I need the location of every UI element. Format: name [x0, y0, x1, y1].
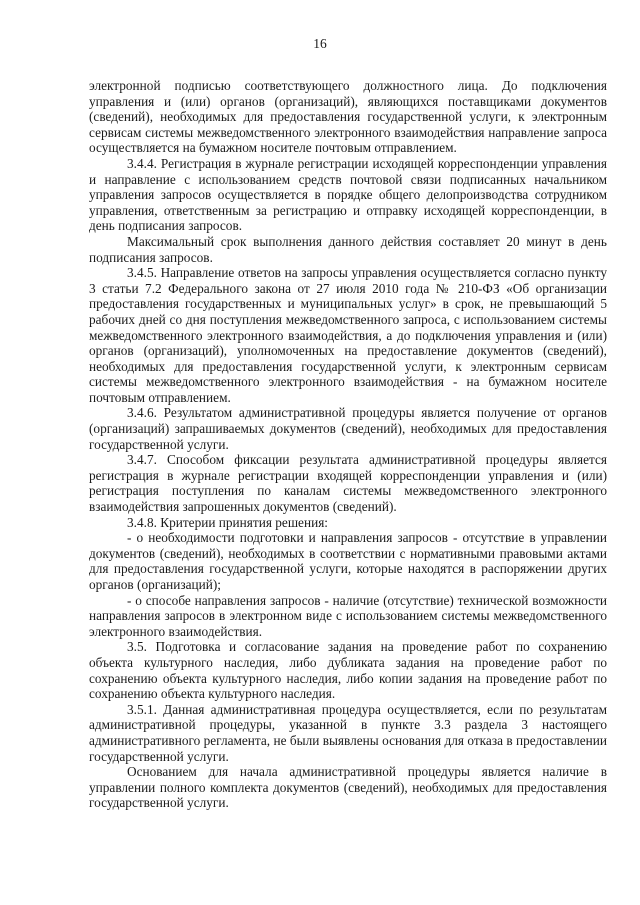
paragraph: 3.4.6. Результатом административной процедуры является получение от органов (организаций) запрашиваемых документов (сведений), необходимых для предоставления государственной услуги.	[89, 405, 607, 452]
document-body	[89, 78, 607, 811]
paragraph: 3.4.8. Критерии принятия решения:	[127, 514, 329, 530]
paragraph: - о необходимости подготовки и направления запросов - отсутствие в управлении документов (сведений), необходимых в соответствии с нормативными правовыми актами для предоставления государственной услуги, которые находятся в распоряжении других органов (организаций);	[89, 530, 607, 592]
paragraph: Основанием для начала административной процедуры является наличие в управлении полного комплекта документов (сведений), необходимых для предоставления государственной услуги.	[89, 764, 607, 811]
paragraph: 3.5. Подготовка и согласование задания на проведение работ по сохранению объекта культурного наследия, либо дубликата задания на проведение работ по сохранению объекта культурного наследия, либо копии задания на проведение работ по сохранению объекта культурного наследия.	[89, 639, 607, 702]
paragraph: - о способе направления запросов - наличие (отсутствие) технической возможности направления запросов в электронном виде с использованием системы межведомственного электронного взаимодействия.	[89, 592, 607, 639]
page-number: 16	[313, 36, 327, 51]
paragraph: 3.4.4. Регистрация в журнале регистрации исходящей корреспонденции управления и направление с использованием средств почтовой связи подписанных начальником управления запросов осуществляется в порядке общего делопроизводства сотрудником управления, ответственным за регистрацию и отправку исходящей корреспонденции, в день подписания запросов.	[89, 155, 607, 234]
paragraph: 3.4.5. Направление ответов на запросы управления осуществляется согласно пункту 3 статьи 7.2 Федерального закона от 27 июля 2010 года № 210-ФЗ «Об организации предоставления государственных и муниципальных услуг» в срок, не превышающий 5 рабочих дней со дня поступления межведомственного запроса, с использованием системы межведомственного электронного взаимодействия, а до подключения управления и (или) органов (организаций), уполномоченных на предоставление документов (сведений), необходимых для предоставления государственной услуги, к электронным сервисам системы межведомственного электронного взаимодействия - на бумажном носителе почтовым отправлением.	[89, 265, 607, 405]
paragraph: 3.4.7. Способом фиксации результата административной процедуры является регистрация в журнале регистрации входящей корреспонденции управления и (или) регистрация поступления по каналам системы межведомственного электронного взаимодействия запрошенных документов (сведений).	[89, 452, 607, 515]
paragraph: электронной подписью соответствующего должностного лица. До подключения управления и (или) органов (организаций), являющихся поставщиками документов (сведений), необходимых для предоставления государственной услуги, к электронным сервисам системы межведомственного электронного взаимодействия направление запроса осуществляется на бумажном носителе почтовым отправлением.	[89, 78, 607, 156]
paragraph: Максимальный срок выполнения данного действия составляет 20 минут в день подписания запросов.	[89, 233, 607, 265]
paragraph: 3.5.1. Данная административная процедура осуществляется, если по результатам административной процедуры, указанной в пункте 3.3 раздела 3 настоящего административного регламента, не были выявлены основания для отказа в предоставлении государственной услуги.	[89, 701, 607, 764]
